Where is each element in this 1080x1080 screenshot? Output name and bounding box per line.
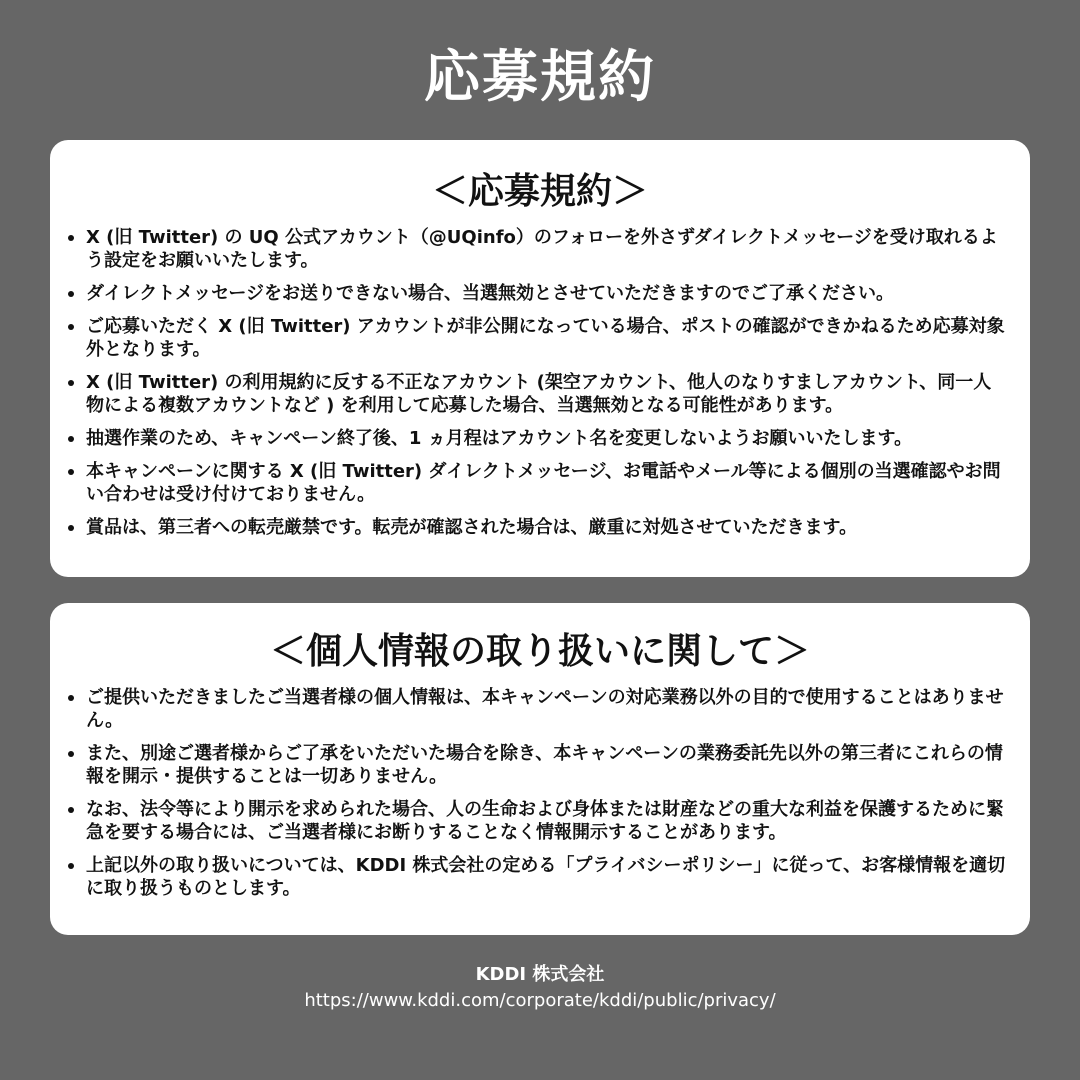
rules-heading: ＜応募規約＞ [431, 171, 648, 212]
list-item: ダイレクトメッセージをお送りできない場合、当選無効とさせていただきますのでご了承ください。 [68, 282, 1008, 305]
privacy-list [50, 686, 1030, 900]
privacy-heading: ＜個人情報の取り扱いに関して＞ [269, 631, 810, 672]
list-item: 賞品は、第三者への転売厳禁です。転売が確認された場合は、厳重に対処させていただきます。 [68, 516, 1008, 539]
footer [0, 962, 1080, 1014]
footer-company-name: KDDI 株式会社 [475, 964, 605, 985]
list-item: なお、法令等により開示を求められた場合、人の生命および身体または財産などの重大な利益を保護するために緊急を要する場合には、ご当選者様にお断りすることなく情報開示することがあります。 [68, 798, 1008, 844]
privacy-policy-url: https://www.kddi.com/corporate/kddi/public/privacy/ [304, 990, 776, 1011]
list-item: また、別途ご選者様からご了承をいただいた場合を除き、本キャンペーンの業務委託先以外の第三者にこれらの情報を開示・提供することは一切ありません。 [68, 742, 1008, 788]
rules-list [50, 226, 1030, 539]
list-item: ご応募いただく X (旧 Twitter) アカウントが非公開になっている場合、ポストの確認ができかねるため応募対象外となります。 [68, 315, 1008, 361]
rules-card [50, 140, 1030, 577]
list-item: ご提供いただきましたご当選者様の個人情報は、本キャンペーンの対応業務以外の目的で使用することはありません。 [68, 686, 1008, 732]
page-title: 応募規約 [424, 45, 656, 110]
list-item: 抽選作業のため、キャンペーン終了後、1 ヵ月程はアカウント名を変更しないようお願いいたします。 [68, 427, 1008, 450]
privacy-card [50, 603, 1030, 935]
list-item: 上記以外の取り扱いについては、KDDI 株式会社の定める「プライバシーポリシー」に従って、お客様情報を適切に取り扱うものとします。 [68, 854, 1008, 900]
list-item: 本キャンペーンに関する X (旧 Twitter) ダイレクトメッセージ、お電話やメール等による個別の当選確認やお問い合わせは受け付けておりません。 [68, 460, 1008, 506]
list-item: X (旧 Twitter) の利用規約に反する不正なアカウント (架空アカウント、他人のなりすましアカウント、同一人物による複数アカウントなど ) を利用して応募した場合、当選無効となる可能性があります。 [68, 371, 1008, 417]
list-item: X (旧 Twitter) の UQ 公式アカウント（@UQinfo）のフォローを外さずダイレクトメッセージを受け取れるよう設定をお願いいたします。 [68, 226, 1008, 272]
